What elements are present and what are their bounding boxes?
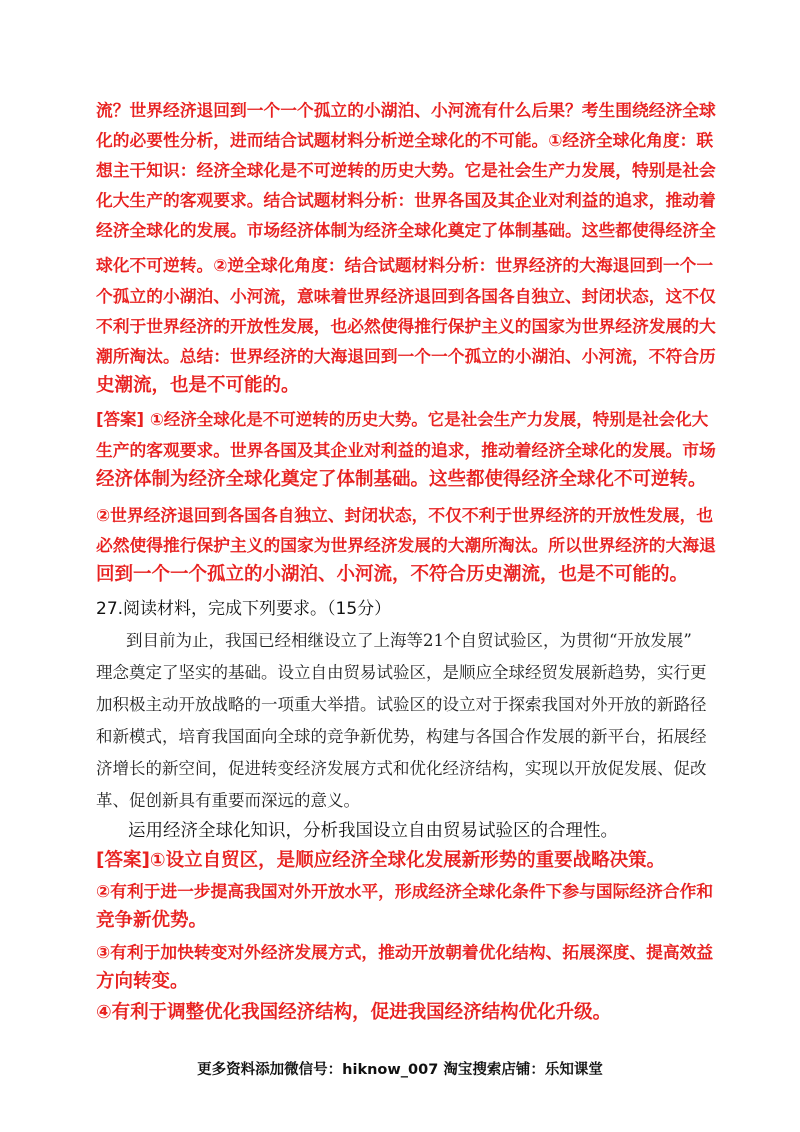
- answer27-line: ③有利于加快转变对外经济发展方式，推动开放朝着优化结构、拓展深度、提高效益: [96, 942, 714, 962]
- material-line: 革、促创新具有重要而深远的意义。: [96, 791, 360, 810]
- answer26-line: 生产的客观要求。世界各国及其企业对利益的追求，推动着经济全球化的发展。市场: [96, 440, 716, 460]
- analysis-line: 潮所淘汰。总结：世界经济的大海退回到一个一个孤立的小湖泊、小河流，不符合历: [96, 346, 716, 366]
- question-heading: 27.阅读材料，完成下列要求。（15分）: [96, 599, 392, 619]
- analysis-line: 不利于世界经济的开放性发展，也必然使得推行保护主义的国家为世界经济发展的大: [96, 316, 716, 336]
- answer27-line: ②有利于进一步提高我国对外开放水平，形成经济全球化条件下参与国际经济合作和: [96, 881, 714, 901]
- analysis-line: 化大生产的客观要求。结合试题材料分析：世界各国及其企业对利益的追求，推动着: [96, 190, 716, 210]
- material-line: 到目前为止，我国已经相继设立了上海等21个自贸试验区，为贯彻“开放发展”: [126, 631, 692, 650]
- answer27-line: 竞争新优势。: [96, 910, 208, 931]
- question-requirement: 运用经济全球化知识，分析我国设立自由贸易试验区的合理性。: [128, 821, 618, 841]
- material-line: 济增长的新空间，促进转变经济发展方式和优化经济结构，实现以开放促发展、促改: [96, 759, 707, 778]
- answer27-line: [答案]①设立自贸区，是顺应经济全球化发展新形势的重要战略决策。: [96, 850, 666, 871]
- analysis-line: 化的必要性分析，进而结合试题材料分析逆全球化的不可能。①经济全球化角度：联: [96, 130, 714, 150]
- analysis-line: 史潮流，也是不可能的。: [96, 375, 300, 396]
- answer26-line: ②世界经济退回到各国各自独立、封闭状态，不仅不利于世界经济的开放性发展，也: [96, 505, 714, 525]
- answer27-line: 方向转变。: [96, 971, 189, 992]
- answer26-line: [答案] ①经济全球化是不可逆转的历史大势。它是社会生产力发展，特别是社会化大: [96, 410, 709, 429]
- analysis-line: 球化不可逆转。②逆全球化角度：结合试题材料分析：世界经济的大海退回到一个一: [96, 255, 714, 275]
- analysis-line: 个孤立的小湖泊、小河流，意味着世界经济退回到各国各自独立、封闭状态，这不仅: [96, 286, 716, 306]
- answer27-line: ④有利于调整优化我国经济结构，促进我国经济结构优化升级。: [96, 1002, 612, 1023]
- material-line: 和新模式，培育我国面向全球的竞争新优势，构建与各国合作发展的新平台，拓展经: [96, 727, 707, 746]
- answer26-line: 回到一个一个孤立的小湖泊、小河流，不符合历史潮流，也是不可能的。: [96, 564, 689, 585]
- analysis-line: 想主干知识：经济全球化是不可逆转的历史大势。它是社会生产力发展，特别是社会: [96, 160, 716, 180]
- analysis-line: 经济全球化的发展。市场经济体制为经济全球化奠定了体制基础。这些都使得经济全: [96, 220, 716, 240]
- answer26-line: 经济体制为经济全球化奠定了体制基础。这些都使得经济全球化不可逆转。: [96, 469, 707, 490]
- answer26-line: 必然使得推行保护主义的国家为世界经济发展的大潮所淘汰。所以世界经济的大海退: [96, 535, 716, 555]
- analysis-line: 流？世界经济退回到一个一个孤立的小湖泊、小河流有什么后果？考生围绕经济全球: [96, 100, 716, 120]
- material-line: 理念奠定了坚实的基础。设立自由贸易试验区，是顺应全球经贸发展新趋势，实行更: [96, 663, 707, 682]
- material-line: 加积极主动开放战略的一项重大举措。试验区的设立对于探索我国对外开放的新路径: [96, 695, 707, 714]
- page-footer: 更多资料添加微信号：hiknow_007 淘宝搜索店铺：乐知课堂: [197, 1062, 603, 1078]
